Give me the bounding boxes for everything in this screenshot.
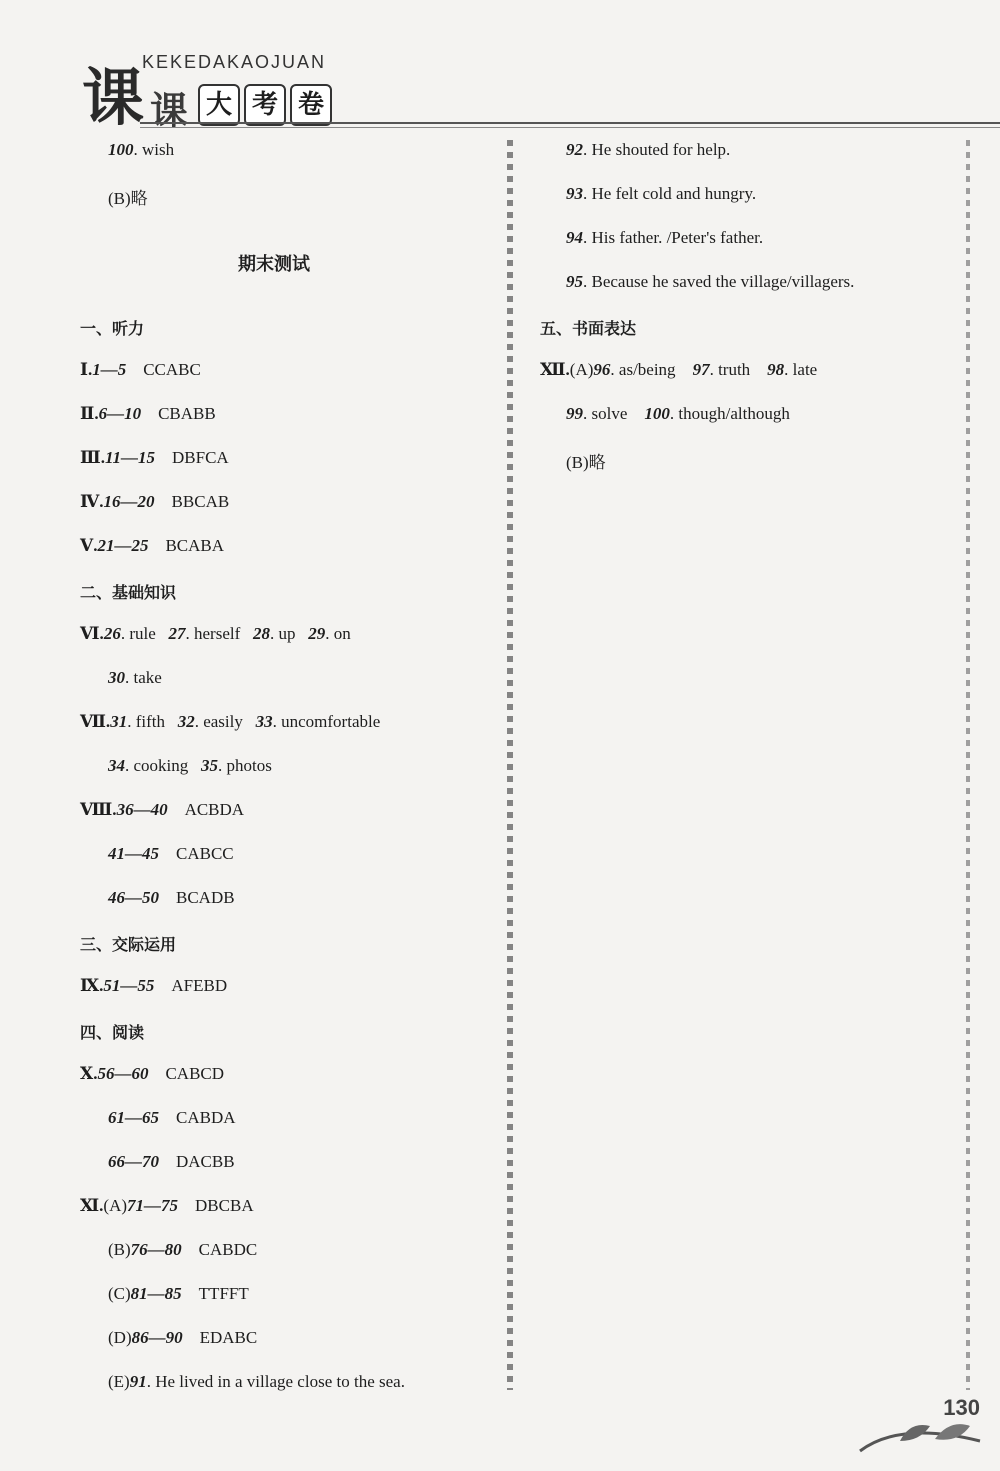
page-number: 130: [943, 1395, 980, 1420]
answer-line: 34. cooking 35. photos: [108, 756, 272, 775]
page-header: [70, 40, 1000, 134]
section-heading: 二、基础知识: [80, 583, 177, 602]
leaf-ornament-icon: [840, 1371, 990, 1461]
badge-char-3: 卷: [290, 84, 332, 126]
brand-name: KEKEDAKAOJUAN: [142, 52, 327, 72]
answer-line: 66—70 DACBB: [108, 1152, 235, 1171]
badge-char-1: 大: [198, 84, 240, 126]
answer-line: Ⅱ.6—10 CBABB: [80, 404, 216, 423]
answer-line: 100. wish: [108, 140, 175, 159]
answer-line: Ⅶ.31. fifth 32. easily 33. uncomfortable: [80, 712, 381, 731]
answer-line: Ⅹ.56—60 CABCD: [80, 1064, 225, 1083]
answer-line: 61—65 CABDA: [108, 1108, 236, 1127]
answer-line: Ⅸ.51—55 AFEBD: [80, 976, 228, 995]
answer-line: Ⅰ.1—5 CCABC: [80, 360, 201, 379]
answer-text: wish: [142, 140, 175, 159]
answer-line: 95. Because he saved the village/villagers.: [566, 272, 855, 291]
header-rule: [140, 122, 1000, 128]
answer-line: Ⅳ.16—20 BBCAB: [80, 492, 230, 511]
section-heading: 三、交际运用: [80, 935, 177, 954]
answer-line: 41—45 CABCC: [108, 844, 234, 863]
answer-line: Ⅵ.26. rule 27. herself 28. up 29. on: [80, 624, 351, 643]
question-number: 100: [108, 140, 134, 159]
answer-line: 94. His father. /Peter's father.: [566, 228, 764, 247]
answer-line: (B)76—80 CABDC: [108, 1240, 258, 1259]
answer-line: (C)81—85 TTFFT: [108, 1284, 249, 1303]
section-heading: 一、听力: [80, 319, 145, 338]
logo-badge: [198, 84, 332, 126]
section-heading: 四、阅读: [80, 1023, 145, 1042]
section-heading: 五、书面表达: [540, 319, 637, 338]
answer-line: (B)略: [566, 453, 606, 472]
answer-line: Ⅴ.21—25 BCABA: [80, 536, 225, 555]
answer-line: 46—50 BCADB: [108, 888, 235, 907]
answer-line: Ⅷ.36—40 ACBDA: [80, 800, 245, 819]
badge-char-2: 考: [244, 84, 286, 126]
answer-line: Ⅻ.(A)96. as/being 97. truth 98. late: [540, 360, 818, 379]
answer-line: (D)86—90 EDABC: [108, 1328, 258, 1347]
answer-line: 99. solve 100. though/although: [566, 404, 790, 423]
answer-line: (E)91. He lived in a village close to the sea.: [108, 1372, 405, 1391]
answer-line: 30. take: [108, 668, 162, 687]
logo-character: 课: [82, 61, 145, 134]
section-title: 期末测试: [238, 254, 310, 275]
answer-line: 93. He felt cold and hungry.: [566, 184, 757, 203]
answer-line: Ⅺ.(A)71—75 DBCBA: [80, 1196, 254, 1215]
right-edge-divider: [966, 140, 970, 1390]
column-divider: [507, 140, 513, 1390]
answer-line: Ⅲ.11—15 DBFCA: [80, 448, 229, 467]
logo-character-small: 课: [150, 88, 189, 133]
answer-line: 92. He shouted for help.: [566, 140, 731, 159]
answer-line: (B)略: [108, 189, 148, 208]
